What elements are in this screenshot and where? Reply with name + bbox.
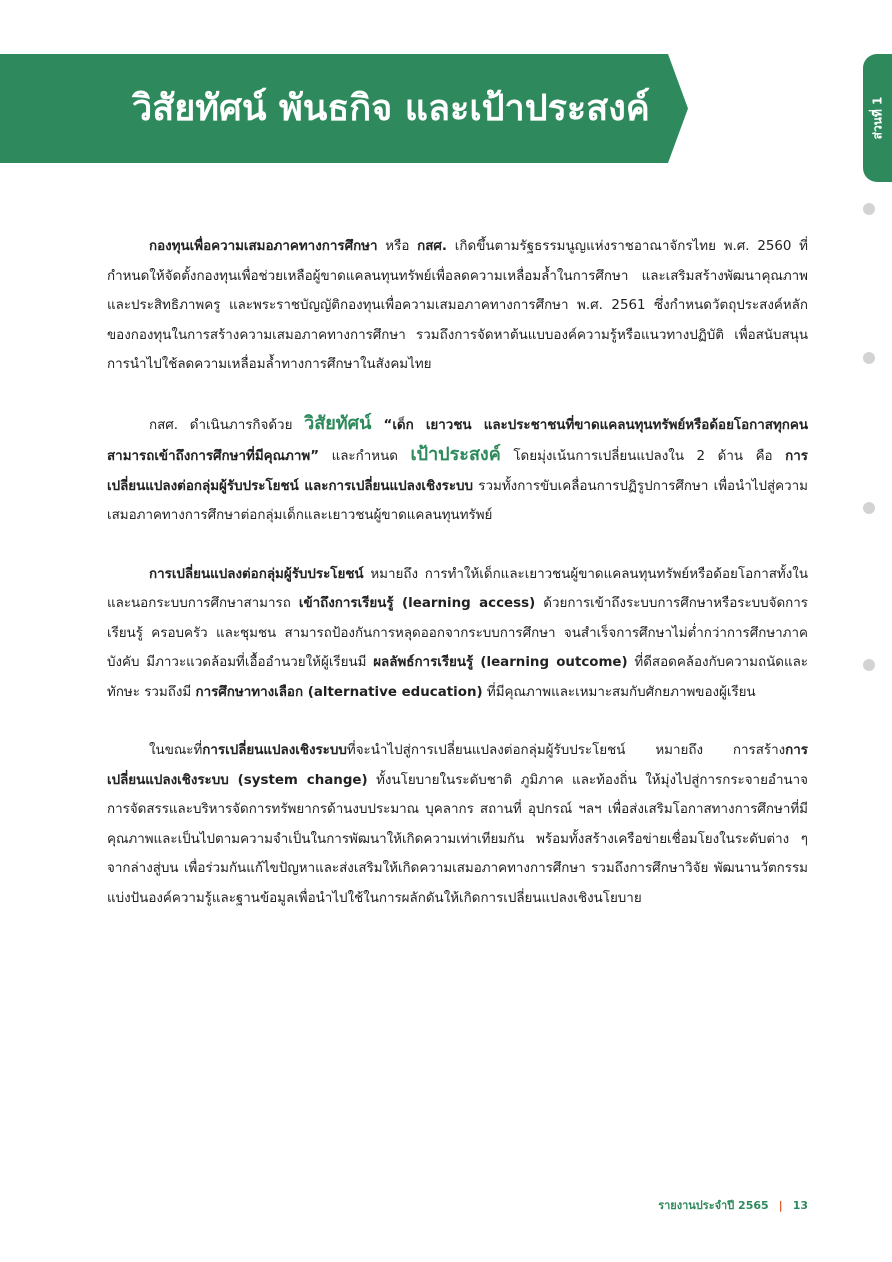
text-segment: หรือ <box>377 239 418 254</box>
nav-dot[interactable] <box>863 502 875 514</box>
section-tab-label: ส่วนที่ 1 <box>870 96 884 140</box>
bold-text: การศึกษาทางเลือก (alternative education) <box>195 684 483 700</box>
text-segment: ด้วยการเข้าถึงระบบการศึกษาหรือระบบจัดการเรียนรู้ ครอบครัว และชุมชน สามารถป้องกันการหลุดออกจากระบบการศึกษา จนสำเร็จการศึกษาไม่ต่ำกว่าการศึกษาภาคบังคับ มีภาวะแวดล้อมที่เอื้ออำนวยให้ผู้เรียนมี <box>107 596 808 670</box>
page-title: วิสัยทัศน์ พันธกิจ และเป้าประสงค์ <box>132 88 650 129</box>
highlight-term: เป้าประสงค์ <box>410 444 501 465</box>
text-segment: ที่จะนำไปสู่การเปลี่ยนแปลงต่อกลุ่มผู้รับประโยชน์ หมายถึง การสร้าง <box>346 743 786 758</box>
text-segment: เกิดขึ้นตามรัฐธรรมนูญแห่งราชอาณาจักรไทย พ.ศ. 2560 ที่กำหนดให้จัดตั้งกองทุนเพื่อช่วยเหลือผู้ขาดแคลนทุนทรัพย์เพื่อลดความเหลื่อมล้ำในการศึกษา และเสริมสร้างพัฒนาคุณภาพและประสิทธิภาพครู และพระราชบัญญัติกองทุนเพื่อความเสมอภาคทางการศึกษา พ.ศ. 2561 ซึ่งกำหนดวัตถุประสงค์หลักของกองทุนในการสร้างความเสมอภาคทางการศึกษา รวมถึงการจัดหาต้นแบบองค์ความรู้หรือแนวทางปฏิบัติ เพื่อสนับสนุนการนำไปใช้ลดความเหลื่อมล้ำทางการศึกษาในสังคมไทย <box>107 239 808 372</box>
paragraph-beneficiary-change <box>107 560 808 708</box>
paragraph-vision <box>107 409 808 531</box>
page-number: 13 <box>792 1199 808 1212</box>
text-segment: ที่ดีสอดคล้องกับความถนัดและทักษะ รวมถึงมี <box>107 655 808 700</box>
bold-text: กสศ. <box>417 239 448 254</box>
nav-dot[interactable] <box>863 659 875 671</box>
nav-dot[interactable] <box>863 203 875 215</box>
page-footer <box>658 1196 808 1214</box>
paragraph-system-change <box>107 736 808 913</box>
bold-text: การเปลี่ยนแปลงเชิงระบบ <box>202 743 347 758</box>
bold-text: “เด็ก เยาวชน และประชาชนที่ขาดแคลนทุนทรัพย์หรือด้อยโอกาสทุกคนสามารถเข้าถึงการศึกษาที่มีคุณภาพ” <box>107 417 808 464</box>
text-segment: รวมทั้งการขับเคลื่อนการปฏิรูปการศึกษา เพื่อนำไปสู่ความเสมอภาคทางการศึกษาต่อกลุ่มเด็กและเยาวชนผู้ขาดแคลนทุนทรัพย์ <box>107 478 808 523</box>
text-segment: ทั้งนโยบายในระดับชาติ ภูมิภาค และท้องถิ่น ให้มุ่งไปสู่การกระจายอำนาจ การจัดสรรและบริหารจัดการทรัพยากรด้านงบประมาณ บุคลากร สถานที่ อุปกรณ์ ฯลฯ เพื่อส่งเสริมโอกาสทางการศึกษาที่มีคุณภาพและเป็นไปตามความจำเป็นในการพัฒนาให้เกิดความเท่าเทียมกัน พร้อมทั้งสร้างเครือข่ายเชื่อมโยงในระดับต่าง ๆ จากล่างสู่บน เพื่อร่วมกันแก้ไขปัญหาและส่งเสริมให้เกิดความเสมอภาคทางการศึกษา รวมถึงการศึกษาวิจัย พัฒนานวัตกรรม แบ่งปันองค์ความรู้และฐานข้อมูลเพื่อนำไปใช้ในการผลักดันให้เกิดการเปลี่ยนแปลงเชิงนโยบาย <box>107 772 808 906</box>
section-tab[interactable] <box>863 54 892 182</box>
footer-separator: | <box>778 1199 783 1212</box>
bold-text: กองทุนเพื่อความเสมอภาคทางการศึกษา <box>149 239 378 254</box>
text-segment: ที่มีคุณภาพและเหมาะสมกับศักยภาพของผู้เรียน <box>482 684 756 700</box>
bold-text: การเปลี่ยนแปลงต่อกลุ่มผู้รับประโยชน์ <box>149 566 364 582</box>
paragraph-intro <box>107 232 808 380</box>
bold-text: การเปลี่ยนแปลงต่อกลุ่มผู้รับประโยชน์ และการเปลี่ยนแปลงเชิงระบบ <box>107 449 808 494</box>
text-segment: โดยมุ่งเน้นการเปลี่ยนแปลงใน 2 ด้าน คือ <box>500 449 786 464</box>
text-segment: หมายถึง การทำให้เด็กและเยาวชนผู้ขาดแคลนทุนทรัพย์หรือด้อยโอกาสทั้งในและนอกระบบการศึกษาสามารถ <box>107 566 808 611</box>
bold-text: การเปลี่ยนแปลงเชิงระบบ (system change) <box>107 743 808 788</box>
text-segment: ในขณะที่ <box>149 743 203 758</box>
nav-dot[interactable] <box>863 352 875 364</box>
text-segment: กสศ. ดำเนินภารกิจด้วย <box>149 417 305 433</box>
highlight-term: วิสัยทัศน์ <box>304 412 372 434</box>
bold-text: ผลลัพธ์การเรียนรู้ (learning outcome) <box>373 655 628 670</box>
footer-report-label: รายงานประจำปี 2565 <box>658 1199 769 1212</box>
body-content <box>107 232 808 942</box>
bold-text: เข้าถึงการเรียนรู้ (learning access) <box>298 596 536 611</box>
text-segment: และกำหนด <box>319 449 411 464</box>
